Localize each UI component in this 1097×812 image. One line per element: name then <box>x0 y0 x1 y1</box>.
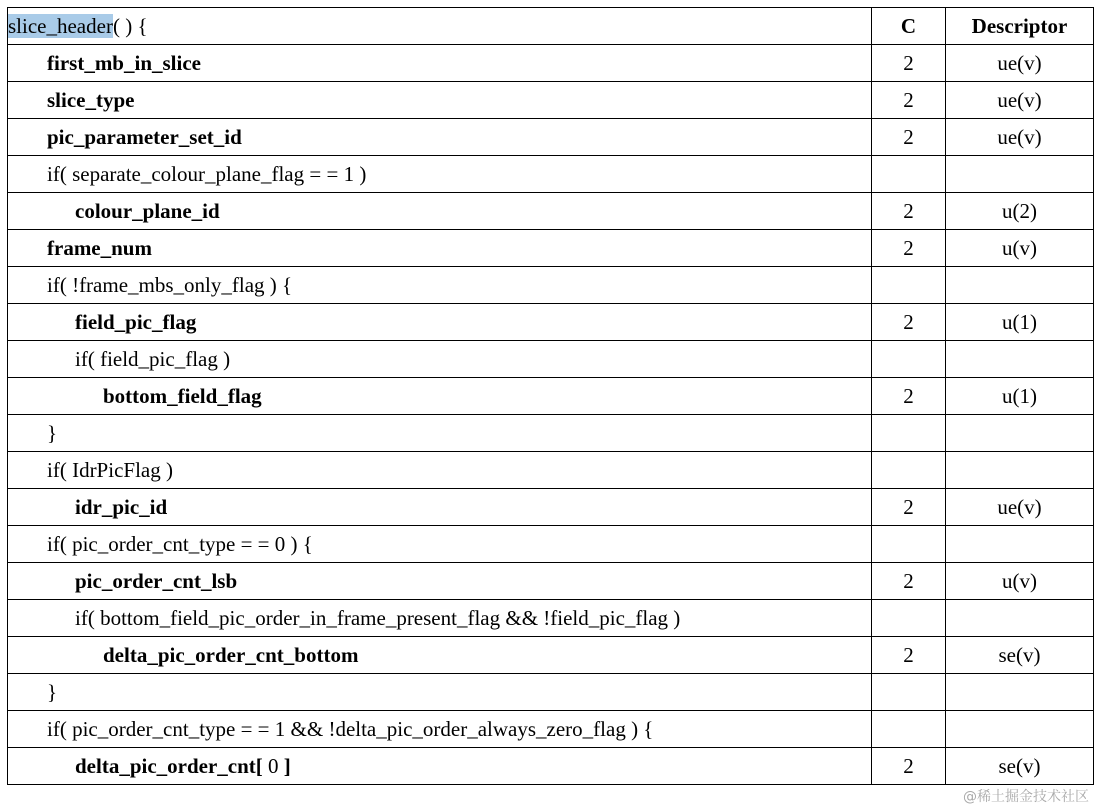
c-cell: 2 <box>872 193 946 230</box>
syntax-element-name: idr_pic_id <box>75 495 168 519</box>
table-row <box>8 193 1094 230</box>
descriptor-cell: u(2) <box>946 193 1094 230</box>
syntax-element-name: frame_num <box>47 236 152 260</box>
syntax-cell <box>8 45 872 82</box>
syntax-cell <box>8 452 872 489</box>
descriptor-cell: ue(v) <box>946 119 1094 156</box>
table-row <box>8 489 1094 526</box>
c-cell <box>872 267 946 304</box>
syntax-cell <box>8 489 872 526</box>
syntax-cell <box>8 526 872 563</box>
syntax-statement: if( bottom_field_pic_order_in_frame_present_flag && !field_pic_flag ) <box>75 606 681 630</box>
c-cell <box>872 415 946 452</box>
syntax-cell <box>8 563 872 600</box>
table-row <box>8 526 1094 563</box>
descriptor-cell <box>946 341 1094 378</box>
descriptor-cell: u(v) <box>946 230 1094 267</box>
highlighted-function-name: slice_header <box>8 14 113 38</box>
c-cell: 2 <box>872 119 946 156</box>
syntax-element-bold: delta_pic_order_cnt[ <box>75 754 263 778</box>
syntax-cell <box>8 230 872 267</box>
descriptor-cell: ue(v) <box>946 489 1094 526</box>
syntax-cell <box>8 378 872 415</box>
table-row <box>8 415 1094 452</box>
syntax-statement: if( pic_order_cnt_type = = 1 && !delta_pic_order_always_zero_flag ) { <box>47 717 654 741</box>
table-row <box>8 341 1094 378</box>
syntax-element-name: bottom_field_flag <box>103 384 262 408</box>
syntax-statement: if( !frame_mbs_only_flag ) { <box>47 273 293 297</box>
table-row <box>8 563 1094 600</box>
syntax-statement: if( separate_colour_plane_flag = = 1 ) <box>47 162 367 186</box>
table-row <box>8 267 1094 304</box>
descriptor-cell: ue(v) <box>946 45 1094 82</box>
descriptor-cell: ue(v) <box>946 82 1094 119</box>
table-row <box>8 674 1094 711</box>
descriptor-cell <box>946 674 1094 711</box>
table-row <box>8 230 1094 267</box>
c-cell <box>872 600 946 637</box>
syntax-cell <box>8 711 872 748</box>
descriptor-cell <box>946 267 1094 304</box>
c-cell: 2 <box>872 82 946 119</box>
syntax-statement: } <box>47 421 58 445</box>
c-cell <box>872 711 946 748</box>
syntax-statement: } <box>47 680 58 704</box>
table-row <box>8 748 1094 785</box>
table-row <box>8 82 1094 119</box>
descriptor-cell: se(v) <box>946 748 1094 785</box>
table-row <box>8 378 1094 415</box>
c-cell <box>872 452 946 489</box>
table-row <box>8 304 1094 341</box>
syntax-element-name: colour_plane_id <box>75 199 220 223</box>
c-cell: 2 <box>872 378 946 415</box>
table-row <box>8 45 1094 82</box>
syntax-statement: if( pic_order_cnt_type = = 0 ) { <box>47 532 313 556</box>
syntax-element-name: field_pic_flag <box>75 310 197 334</box>
syntax-index: 0 <box>262 754 284 778</box>
table-row <box>8 156 1094 193</box>
table-row <box>8 711 1094 748</box>
syntax-cell <box>8 341 872 378</box>
syntax-statement: if( field_pic_flag ) <box>75 347 231 371</box>
syntax-element-name: first_mb_in_slice <box>47 51 201 75</box>
syntax-table <box>7 7 1094 785</box>
header-syntax-suffix: ( ) { <box>112 14 148 38</box>
descriptor-cell <box>946 526 1094 563</box>
c-cell: 2 <box>872 637 946 674</box>
header-syntax-cell <box>8 8 872 45</box>
syntax-cell <box>8 415 872 452</box>
header-c: C <box>872 8 946 45</box>
table-row <box>8 600 1094 637</box>
c-cell: 2 <box>872 563 946 600</box>
syntax-cell <box>8 674 872 711</box>
descriptor-cell <box>946 415 1094 452</box>
watermark: @稀土掘金技术社区 <box>963 789 1089 805</box>
syntax-cell <box>8 119 872 156</box>
syntax-cell <box>8 267 872 304</box>
descriptor-cell: u(1) <box>946 378 1094 415</box>
c-cell: 2 <box>872 304 946 341</box>
descriptor-cell: u(1) <box>946 304 1094 341</box>
syntax-cell <box>8 637 872 674</box>
syntax-cell <box>8 193 872 230</box>
table-header-row <box>8 8 1094 45</box>
header-descriptor: Descriptor <box>946 8 1094 45</box>
syntax-cell <box>8 748 872 785</box>
syntax-element-name: pic_parameter_set_id <box>47 125 242 149</box>
descriptor-cell: u(v) <box>946 563 1094 600</box>
syntax-statement: if( IdrPicFlag ) <box>47 458 173 482</box>
descriptor-cell <box>946 600 1094 637</box>
c-cell: 2 <box>872 748 946 785</box>
syntax-cell <box>8 82 872 119</box>
descriptor-cell <box>946 452 1094 489</box>
syntax-element-name: pic_order_cnt_lsb <box>75 569 238 593</box>
syntax-cell <box>8 156 872 193</box>
syntax-cell <box>8 304 872 341</box>
c-cell: 2 <box>872 230 946 267</box>
c-cell: 2 <box>872 45 946 82</box>
table-row <box>8 119 1094 156</box>
syntax-element-bold-tail: ] <box>283 754 291 778</box>
table-row <box>8 452 1094 489</box>
c-cell: 2 <box>872 489 946 526</box>
table-row <box>8 637 1094 674</box>
c-cell <box>872 674 946 711</box>
descriptor-cell: se(v) <box>946 637 1094 674</box>
syntax-element-name: slice_type <box>47 88 135 112</box>
syntax-element-name: delta_pic_order_cnt_bottom <box>103 643 359 667</box>
c-cell <box>872 526 946 563</box>
c-cell <box>872 156 946 193</box>
c-cell <box>872 341 946 378</box>
descriptor-cell <box>946 711 1094 748</box>
descriptor-cell <box>946 156 1094 193</box>
syntax-cell <box>8 600 872 637</box>
